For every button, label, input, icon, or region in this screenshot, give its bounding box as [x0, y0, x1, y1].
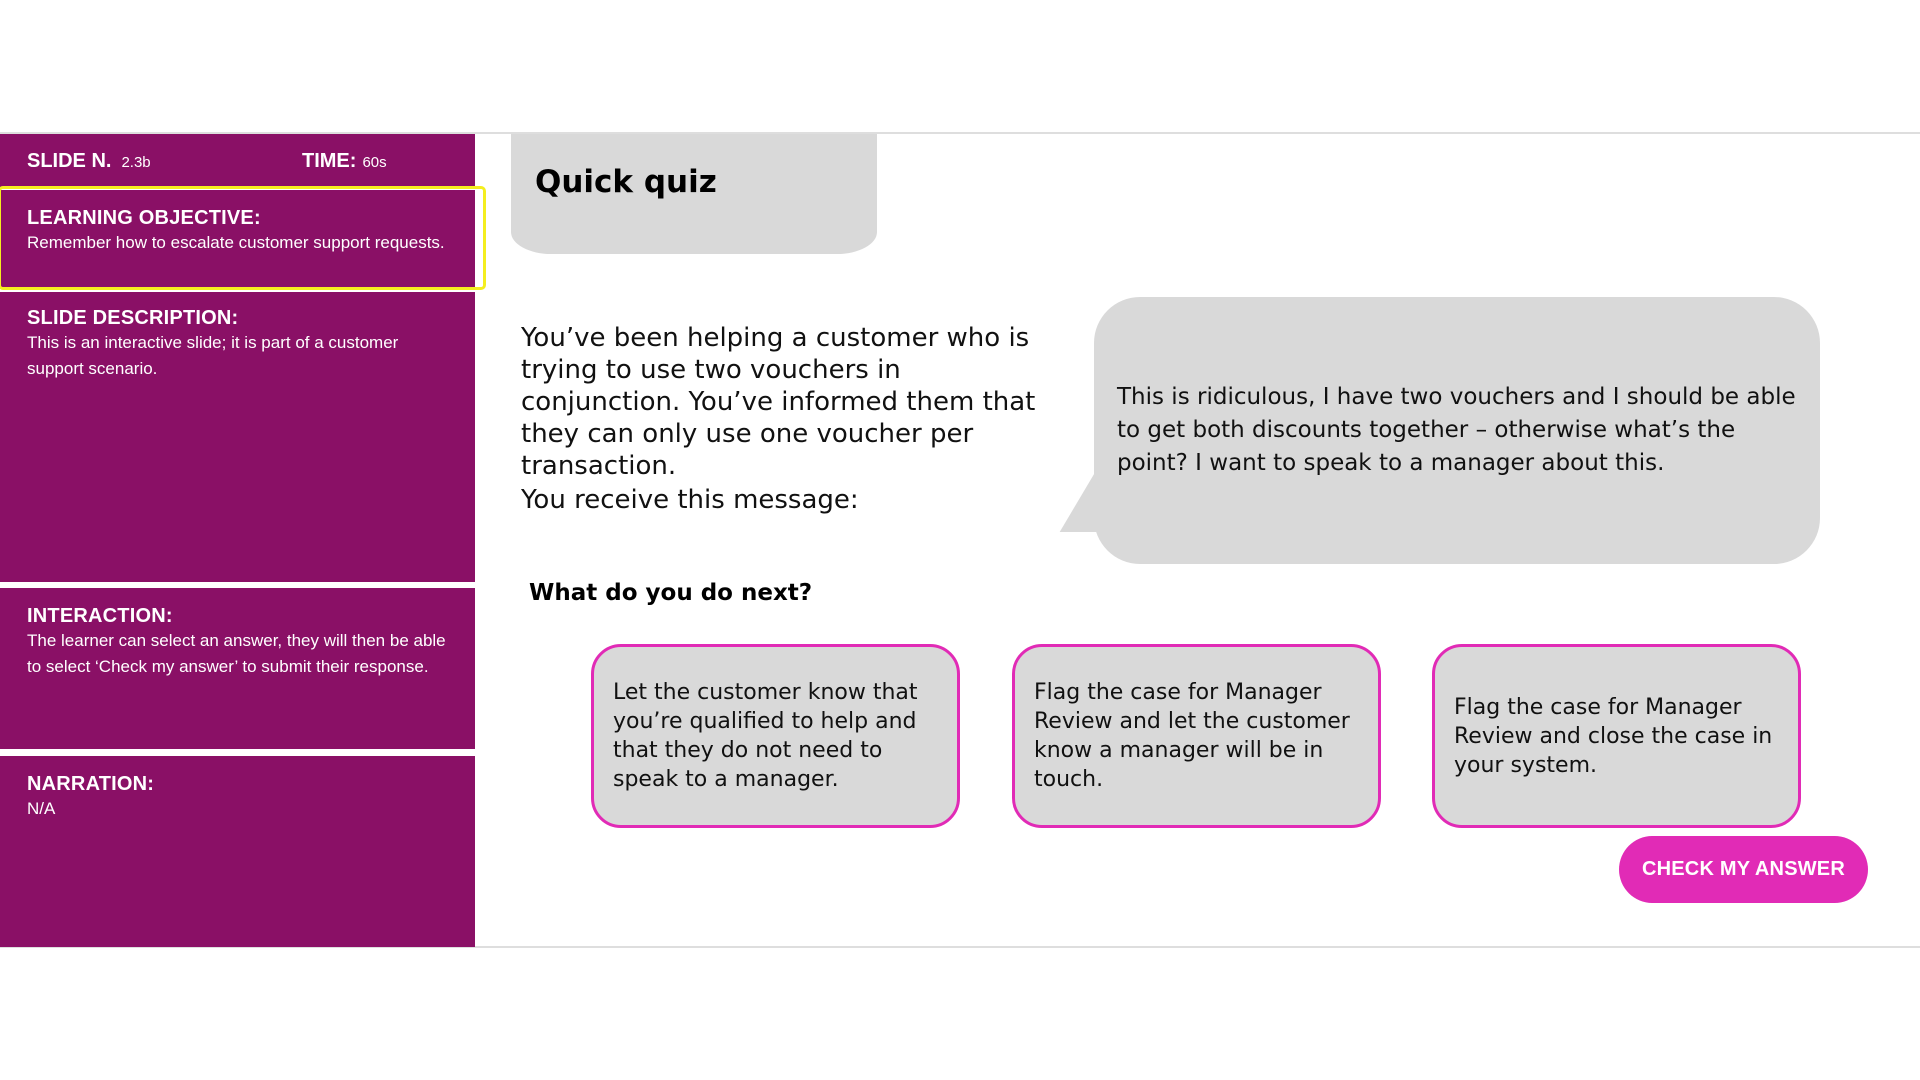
slide-time [302, 150, 387, 173]
slide-description-text: This is an interactive slide; it is part of a customer support scenario. [27, 333, 399, 378]
answer-option-3[interactable] [1432, 644, 1801, 828]
answer-option-label: Let the customer know that you’re qualified to help and that they do not need to speak to a manager. [613, 680, 918, 792]
interaction-heading: INTERACTION: [27, 605, 173, 627]
time-value: 60s [362, 153, 387, 171]
answer-option-label: Flag the case for Manager Review and let the customer know a manager will be in touch. [1034, 680, 1350, 792]
narration-section [0, 756, 475, 947]
answer-option-2[interactable] [1012, 644, 1381, 828]
answer-option-1[interactable] [591, 644, 960, 828]
learning-objective-section [0, 190, 475, 287]
slide-number-value: 2.3b [121, 153, 151, 171]
slide-description-section [0, 292, 475, 582]
scenario-text: You’ve been helping a customer who is trying to use two vouchers in conjunction. You’ve informed them that they can only use one voucher per transaction. [521, 323, 1036, 481]
question-text: What do you do next? [529, 580, 813, 606]
slide-number [27, 150, 151, 173]
slide-description-heading: SLIDE DESCRIPTION: [27, 307, 239, 329]
customer-message-text: This is ridiculous, I have two vouchers and I should be able to get both discounts together – otherwise what’s the point? I want to speak to a manager about this. [1117, 384, 1796, 476]
page-title: Quick quiz [535, 164, 717, 200]
interaction-text: The learner can select an answer, they will then be able to select ‘Check my answer’ to submit their response. [27, 631, 446, 676]
narration-text: N/A [27, 799, 56, 818]
interaction-section [0, 588, 475, 749]
learning-objective-text: Remember how to escalate customer support requests. [27, 233, 445, 252]
receive-message-text: You receive this message: [521, 485, 859, 515]
narration-heading: NARRATION: [27, 773, 155, 795]
check-my-answer-button[interactable]: CHECK MY ANSWER [1619, 836, 1868, 903]
learning-objective-heading: LEARNING OBJECTIVE: [27, 207, 261, 229]
slide-info-row [0, 134, 475, 188]
slide-number-label: SLIDE N. [27, 149, 112, 172]
time-label: TIME: [302, 149, 357, 172]
sidebar [0, 134, 475, 947]
answer-option-label: Flag the case for Manager Review and close the case in your system. [1454, 694, 1773, 778]
